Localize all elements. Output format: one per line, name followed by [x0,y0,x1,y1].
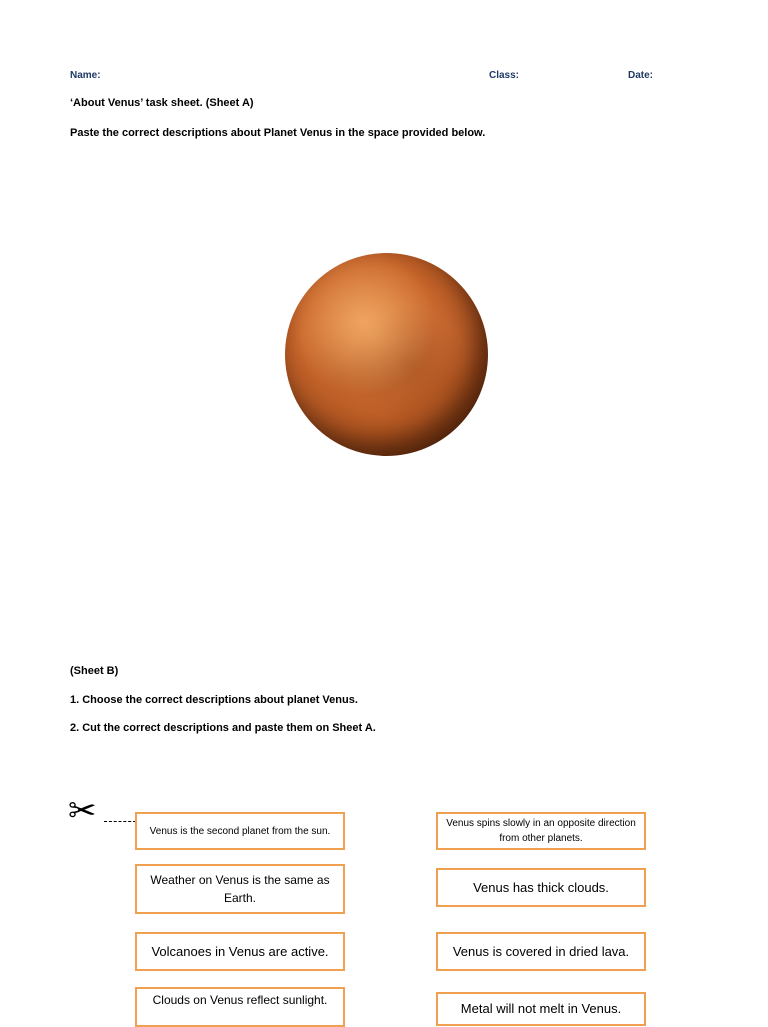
description-card[interactable]: Venus has thick clouds. [436,868,646,907]
cut-line [104,821,136,822]
description-card[interactable]: Volcanoes in Venus are active. [135,932,345,971]
description-card[interactable]: Venus is the second planet from the sun. [135,812,345,850]
description-card[interactable]: Metal will not melt in Venus. [436,992,646,1026]
description-card[interactable]: Weather on Venus is the same as Earth. [135,864,345,914]
venus-image [285,253,488,456]
sheet-b-title: (Sheet B) [70,665,119,677]
name-label: Name: [70,70,101,81]
description-card[interactable]: Venus is covered in dried lava. [436,932,646,971]
date-label: Date: [628,70,654,81]
description-card[interactable]: Clouds on Venus reflect sunlight. [135,987,345,1027]
sheet-a-instruction: Paste the correct descriptions about Planet Venus in the space provided below. [70,127,486,139]
scissors-icon: ✂ [68,791,97,831]
sheet-a-title: ‘About Venus’ task sheet. (Sheet A) [70,97,254,109]
description-card[interactable]: Venus spins slowly in an opposite direction from other planets. [436,812,646,850]
sheet-b-step-2: 2. Cut the correct descriptions and paste them on Sheet A. [70,722,376,734]
sheet-b-step-1: 1. Choose the correct descriptions about planet Venus. [70,694,358,706]
class-label: Class: [489,70,520,81]
